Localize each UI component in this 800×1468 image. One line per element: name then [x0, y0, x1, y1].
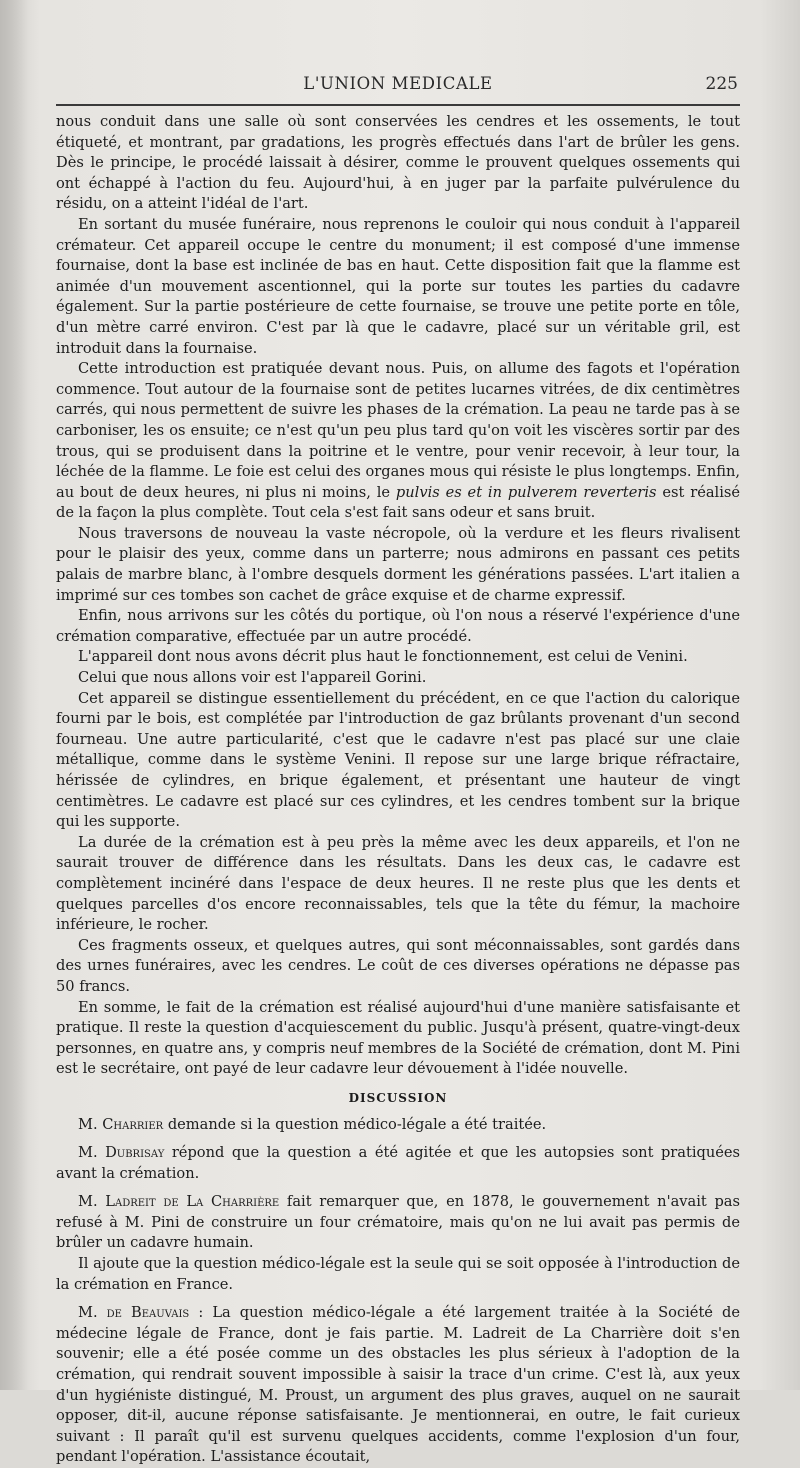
- running-title: L'UNION MEDICALE: [303, 74, 493, 93]
- speech-text: répond que la question a été agitée et que les autopsies sont pratiquées avant la crémation.: [56, 1144, 740, 1182]
- discussion-item: [56, 1115, 740, 1136]
- paragraph: Nous traversons de nouveau la vaste nécropole, où la verdure et les fleurs rivalisent pour le plaisir des yeux, comme dans un parterre; nous admirons en passant ces petits palais de marbre blanc, à l'ombre desquels dorment les générations passées. L'art italien a imprimé sur ces tombes son cachet de grâce exquise et de charme expressif.: [56, 524, 740, 604]
- speech-text: demande si la question médico-légale a été traitée.: [167, 1115, 547, 1133]
- speech-text: fait remarquer que, en 1878, le gouvernement n'avait pas refusé à M. Pini de construire un four crématoire, mais qu'on ne lui avait pas permis de brûler un cadavre humain.: [56, 1193, 740, 1252]
- speech-text: La question médico-légale a été largement traitée à la Société de médecine légale de France, dont je fais partie. M. Ladreit de La Charrière doit s'en souvenir; elle a été posée comme un des obstacles les plus sérieux à l'adoption de la crémation, qui rendrait souvent impossible à saisir la trace d'un crime. C'est là, aux yeux d'un hygiéniste distingué, M. Proust, un argument des plus graves, auquel on ne saurait opposer, dit-il, aucune réponse satisfaisante. Je mentionnerai, en outre, le fait curieux suivant : Il paraît qu'il est survenu quelques accidents, comme l'explosion d'un four, pendant l'opération. L'assistance écoutait,: [56, 1304, 740, 1466]
- speech-text: Il ajoute que la question médico-légale est la seule qui se soit opposée à l'introduction de la crémation en France.: [56, 1255, 740, 1293]
- paragraph: nous conduit dans une salle où sont conservées les cendres et les ossements, le tout étiqueté, et montrant, par gradations, les progrès effectués dans l'art de brûler les gens. Dès le principe, le procédé laissait à désirer, comme le prouvent quelques ossements qui ont échappé à l'action du feu. Aujourd'hui, à en juger par la parfaite pulvérulence du résidu, on a atteint l'idéal de l'art.: [56, 113, 740, 213]
- discussion-item: [56, 1143, 740, 1184]
- article-body: [56, 112, 740, 1468]
- page-header: [58, 68, 738, 104]
- discussion-item: [56, 1192, 740, 1254]
- paragraph-text: Cette introduction est pratiquée devant nous. Puis, on allume des fagots et l'opération commence. Tout autour de la fournaise sont de petites lucarnes vitrées, de dix centimètres carrés, qui nous permettent de suivre les phases de la crémation. La peau ne tarde pas à se carboniser, les os ensuite; ce n'est qu'un peu plus tard qu'on voit les viscères sortir par des trous, qui se produisent dans la poitrine et le ventre, pour venir recevoir, à leur tour, la léchée de la flamme. Le foie est celui des organes mous qui résiste le plus longtemps. Enfin, au bout de deux heures, ni plus ni moins, le: [56, 360, 740, 501]
- paragraph: En sortant du musée funéraire, nous reprenons le couloir qui nous conduit à l'appareil crémateur. Cet appareil occupe le centre du monument; il est composé d'une immense fournaise, dont la base est inclinée de bas en haut. Cette disposition fait que la flamme est animée d'un mouvement ascentionnel, qui la porte sur toutes les parties du cadavre également. Sur la partie postérieure de cette fournaise, se trouve une petite porte en tôle, d'un mètre carré environ. C'est par là que le cadavre, placé sur un véritable gril, est introduit dans la fournaise.: [56, 215, 740, 357]
- speaker-name: M. Dubrisay: [78, 1144, 165, 1162]
- discussion-item: [56, 1303, 740, 1468]
- paragraph: [56, 359, 740, 524]
- paragraph: Enfin, nous arrivons sur les côtés du portique, où l'on nous a réservé l'expérience d'une crémation comparative, effectuée par un autre procédé.: [56, 607, 740, 645]
- paragraph: Ces fragments osseux, et quelques autres, qui sont méconnaissables, sont gardés dans des urnes funéraires, avec les cendres. Le coût de ces diverses opérations ne dépasse pas 50 francs.: [56, 936, 740, 995]
- header-rule: [56, 104, 740, 106]
- page-gutter-shadow: [0, 0, 28, 1390]
- paragraph: Cet appareil se distingue essentiellement du précédent, en ce que l'action du calorique fourni par le bois, est complétée par l'introduction de gaz brûlants provenant d'un second fourneau. Une autre particularité, c'est que le cadavre n'est pas placé sur une claie métallique, comme dans le système Venini. Il repose sur une large brique réfractaire, hérissée de cylindres, en brique également, et présentant une hauteur de vingt centimètres. Le cadavre est placé sur ces cylindres, et les cendres tombent sur la brique qui les supporte.: [56, 689, 740, 831]
- paragraph: En somme, le fait de la crémation est réalisé aujourd'hui d'une manière satisfaisante et pratique. Il reste la question d'acquiescement du public. Jusqu'à présent, quatre-vingt-deux personnes, en quatre ans, y compris neuf membres de la Société de crémation, dont M. Pini est le secrétaire, ont payé de leur cadavre leur dévouement à l'idée nouvelle.: [56, 998, 740, 1078]
- page-number: 225: [705, 74, 738, 94]
- latin-quote: pulvis es et in pulverem reverteris: [395, 483, 657, 501]
- paragraph: L'appareil dont nous avons décrit plus haut le fonctionnement, est celui de Venini.: [78, 648, 688, 666]
- speaker-name: M. de Beauvais :: [78, 1304, 204, 1322]
- discussion-item: [56, 1254, 740, 1295]
- paragraph-text: est réalisé de la façon la plus complète. Tout cela s'est fait sans odeur et sans bruit.: [56, 483, 741, 522]
- paragraph: La durée de la crémation est à peu près la même avec les deux appareils, et l'on ne saurait trouver de différence dans les résultats. Dans les deux cas, le cadavre est complètement incinéré dans l'espace de deux heures. Il ne reste plus que les dents et quelques parcelles d'os encore reconnaissables, tels que la tête du fémur, la machoire inférieure, le rocher.: [56, 833, 740, 934]
- speaker-name: M. Ladreit de La Charrière: [78, 1193, 280, 1211]
- paragraph: Celui que nous allons voir est l'appareil Gorini.: [78, 669, 427, 687]
- discussion-heading: DISCUSSION: [348, 1090, 448, 1105]
- speaker-name: M. Charrier: [78, 1115, 164, 1133]
